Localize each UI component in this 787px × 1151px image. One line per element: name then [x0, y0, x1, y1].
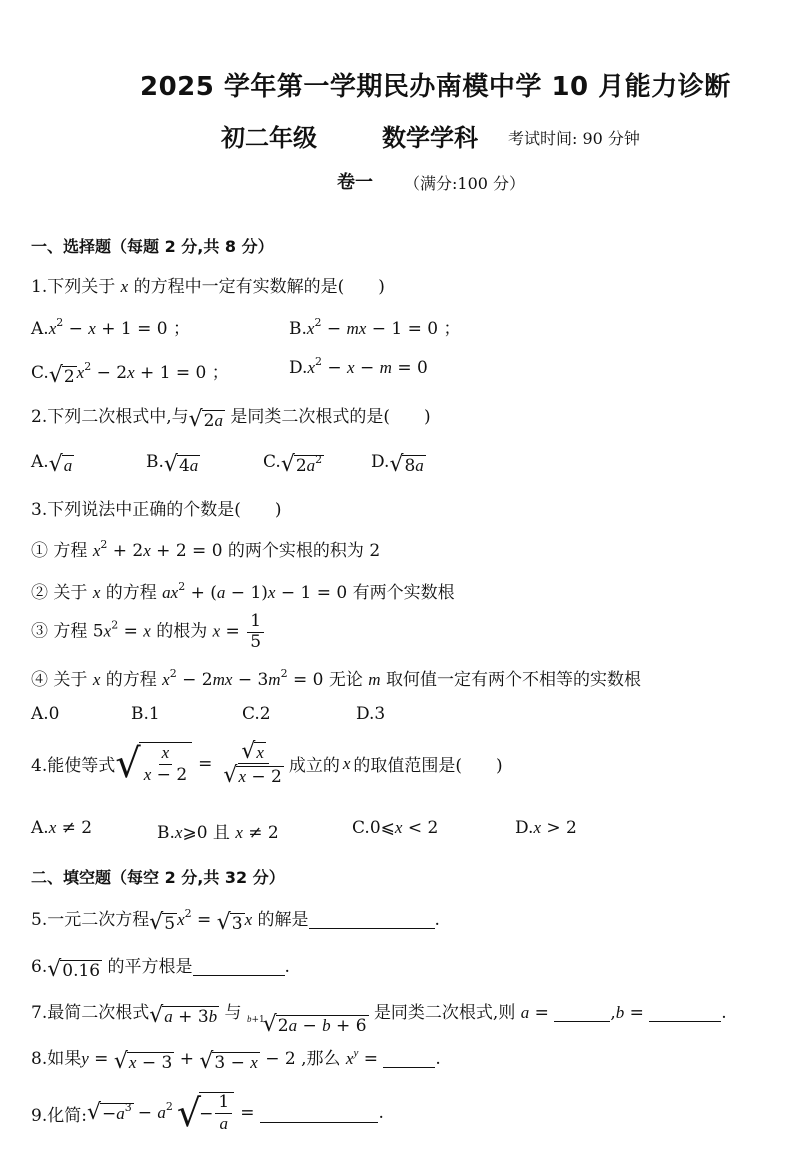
q1-option-b-label: B.: [289, 319, 307, 339]
section-heading-choice: 一、选择题（每题 2 分,共 8 分）: [31, 237, 274, 256]
q5-end: .: [434, 910, 440, 930]
q4-stem-b: 成立的: [288, 756, 340, 776]
q6-answer-blank[interactable]: [193, 957, 285, 976]
question-7: 7.最简二次根式 √ a + 3b 与 b+1 √ 2a − b + 6 是同类二次根式,则 a = ,b = .: [31, 1003, 727, 1037]
paper-label: 卷一: [337, 172, 373, 193]
question-5: 5.一元二次方程 √ 5 $x^2$ = √ 3 x 的解是 .: [31, 907, 440, 935]
q7-end: .: [721, 1003, 727, 1023]
q5-answer-blank[interactable]: [309, 910, 435, 929]
q4-option-d: D.x > 2: [515, 818, 577, 838]
q1-option-c: C. √ 2 $x^2 - 2x + 1 = 0$ ；: [31, 360, 229, 388]
q2-option-c: C. √ $2a^2$: [263, 452, 323, 477]
q4-option-b: B.x⩾0 且 x ≠ 2: [157, 823, 279, 843]
q3-s3-b: 的根为: [156, 621, 208, 642]
q2-stem-a: 2.下列二次根式中,与: [31, 407, 189, 427]
q8-stem-a: 8.如果: [31, 1049, 82, 1069]
question-3: 3.下列说法中正确的个数是( ): [31, 500, 282, 520]
section-heading-fill: 二、填空题（每空 2 分,共 32 分）: [31, 868, 285, 887]
q4-option-d-label: D.: [515, 818, 534, 838]
q3-s4-a: ④ 关于: [31, 670, 88, 690]
q8-end: .: [435, 1049, 441, 1069]
q3-option-d: D.3: [356, 704, 386, 724]
exam-title: 2025 学年第一学期民办南模中学 10 月能力诊断: [140, 72, 731, 102]
q2-option-a-label: A.: [31, 452, 49, 472]
q5-stem-a: 5.一元二次方程: [31, 910, 150, 930]
q7-stem-a: 7.最简二次根式: [31, 1003, 150, 1023]
q6-end: .: [284, 957, 290, 977]
q6-stem-b: 的平方根是: [107, 957, 193, 977]
q3-statement-1: ① 方程 $x^2 + 2x + 2 = 0$ 的两个实根的积为 2: [31, 538, 381, 561]
q3-option-c: C.2: [242, 704, 271, 724]
q4-option-a-label: A.: [31, 818, 49, 838]
q8-stem-b: ,那么: [301, 1049, 341, 1069]
q4-option-b-label: B.: [157, 823, 175, 843]
full-score: （满分:100 分）: [404, 174, 526, 193]
q1-option-a-label: A.: [31, 319, 49, 339]
q9-end: .: [378, 1103, 384, 1124]
q1-option-d-label: D.: [289, 358, 308, 378]
q6-stem-a: 6.: [31, 957, 48, 977]
subject-label: 数学学科: [382, 124, 478, 152]
q3-s1-b: 的两个实根的积为 2: [227, 541, 381, 561]
q3-option-b: B.1: [131, 704, 160, 724]
q4-option-a: A.x ≠ 2: [31, 818, 93, 838]
q2-option-b-label: B.: [146, 452, 164, 472]
q3-s2-a: ② 关于: [31, 583, 88, 603]
q3-s1-a: ① 方程: [31, 541, 88, 561]
q2-option-d: D. √ 8a: [371, 452, 424, 477]
q4-stem-c: 的取值范围是( ): [353, 756, 503, 776]
question-8: 8.如果y = √ x − 3 + √ 3 − x − 2 ,那么 $x^y$ = .: [31, 1047, 441, 1074]
q3-statement-4: ④ 关于 x 的方程 $x^2 - 2mx - 3m^2 = 0$ 无论 m 取何值一定有两个不相等的实数根: [31, 667, 641, 690]
q1-var-x: x: [120, 277, 129, 296]
q3-statement-2: ② 关于 x 的方程 $ax^2 + (a - 1)x - 1 = 0$ 有两个实数根: [31, 580, 455, 603]
q4-option-c: C.0⩽x < 2: [352, 818, 439, 838]
q4-option-b-mid: 且: [212, 823, 230, 843]
q7-answer-a-blank[interactable]: [554, 1003, 610, 1022]
question-1: [31, 272, 385, 297]
q7-stem-b: 与: [224, 1003, 242, 1023]
q3-statement-3: ③ 方程 $5x^2 = x$ 的根为 x = $\frac{1}{5}$: [31, 612, 266, 652]
q7-comma: ,: [610, 1003, 616, 1023]
question-4: 4.能使等式 √ $\frac{x}{x - 2}$ = √ x √ x − 2 成立的 x 的取值范围是( ): [31, 739, 503, 788]
q1-option-a: $A.x^2 - x + 1 = 0$ ；: [31, 316, 190, 339]
q2-option-a: A. √ a: [31, 452, 73, 477]
q5-stem-b: 的解是: [257, 910, 309, 930]
q7-stem-c: 是同类二次根式,则: [373, 1003, 516, 1023]
q2-option-b: B. √ 4a: [146, 452, 199, 477]
q4-option-c-label: C.: [352, 818, 370, 838]
grade-label: 初二年级: [221, 124, 317, 152]
q8-answer-blank[interactable]: [383, 1049, 435, 1068]
q4-stem-a: 4.能使等式: [31, 756, 116, 776]
question-9: 9.化简: √ $-a^3$ − $a^2$ √ − $\frac{1}{a}$ = .: [31, 1091, 384, 1136]
q3-s4-b: 的方程: [105, 670, 157, 690]
question-2: 2.下列二次根式中,与 √ 2a 是同类二次根式的是( ): [31, 407, 431, 432]
q1-option-d: $D.x^2 - x - m = 0$: [289, 355, 428, 378]
q2-option-c-label: C.: [263, 452, 281, 472]
q3-s3-a: ③ 方程: [31, 621, 88, 642]
q1-stem-a: 1.下列关于: [31, 277, 116, 297]
q9-stem-a: 9.化简:: [31, 1105, 87, 1126]
q3-option-a: A.0: [31, 704, 60, 724]
q3-s2-c: 有两个实数根: [352, 583, 455, 603]
exam-time: 考试时间: 90 分钟: [508, 129, 640, 148]
q3-s2-b: 的方程: [105, 583, 157, 603]
q7-answer-b-blank[interactable]: [649, 1003, 721, 1022]
q1-option-c-label: C.: [31, 363, 49, 383]
question-6: 6. √ 0.16 的平方根是 .: [31, 957, 290, 982]
q2-option-d-label: D.: [371, 452, 390, 472]
q1-stem-b: 的方程中一定有实数解的是( ): [133, 277, 385, 297]
q2-stem-b: 是同类二次根式的是( ): [230, 407, 431, 427]
q3-s4-d: 取何值一定有两个不相等的实数根: [385, 670, 641, 690]
q1-option-b: $B.x^2$ − mx − 1 = 0 ；: [289, 316, 461, 339]
q4-equation: √ $\frac{x}{x - 2}$ = √ x √ x − 2: [115, 739, 282, 788]
q3-s4-c: 无论: [328, 670, 363, 690]
q9-answer-blank[interactable]: [260, 1104, 378, 1123]
